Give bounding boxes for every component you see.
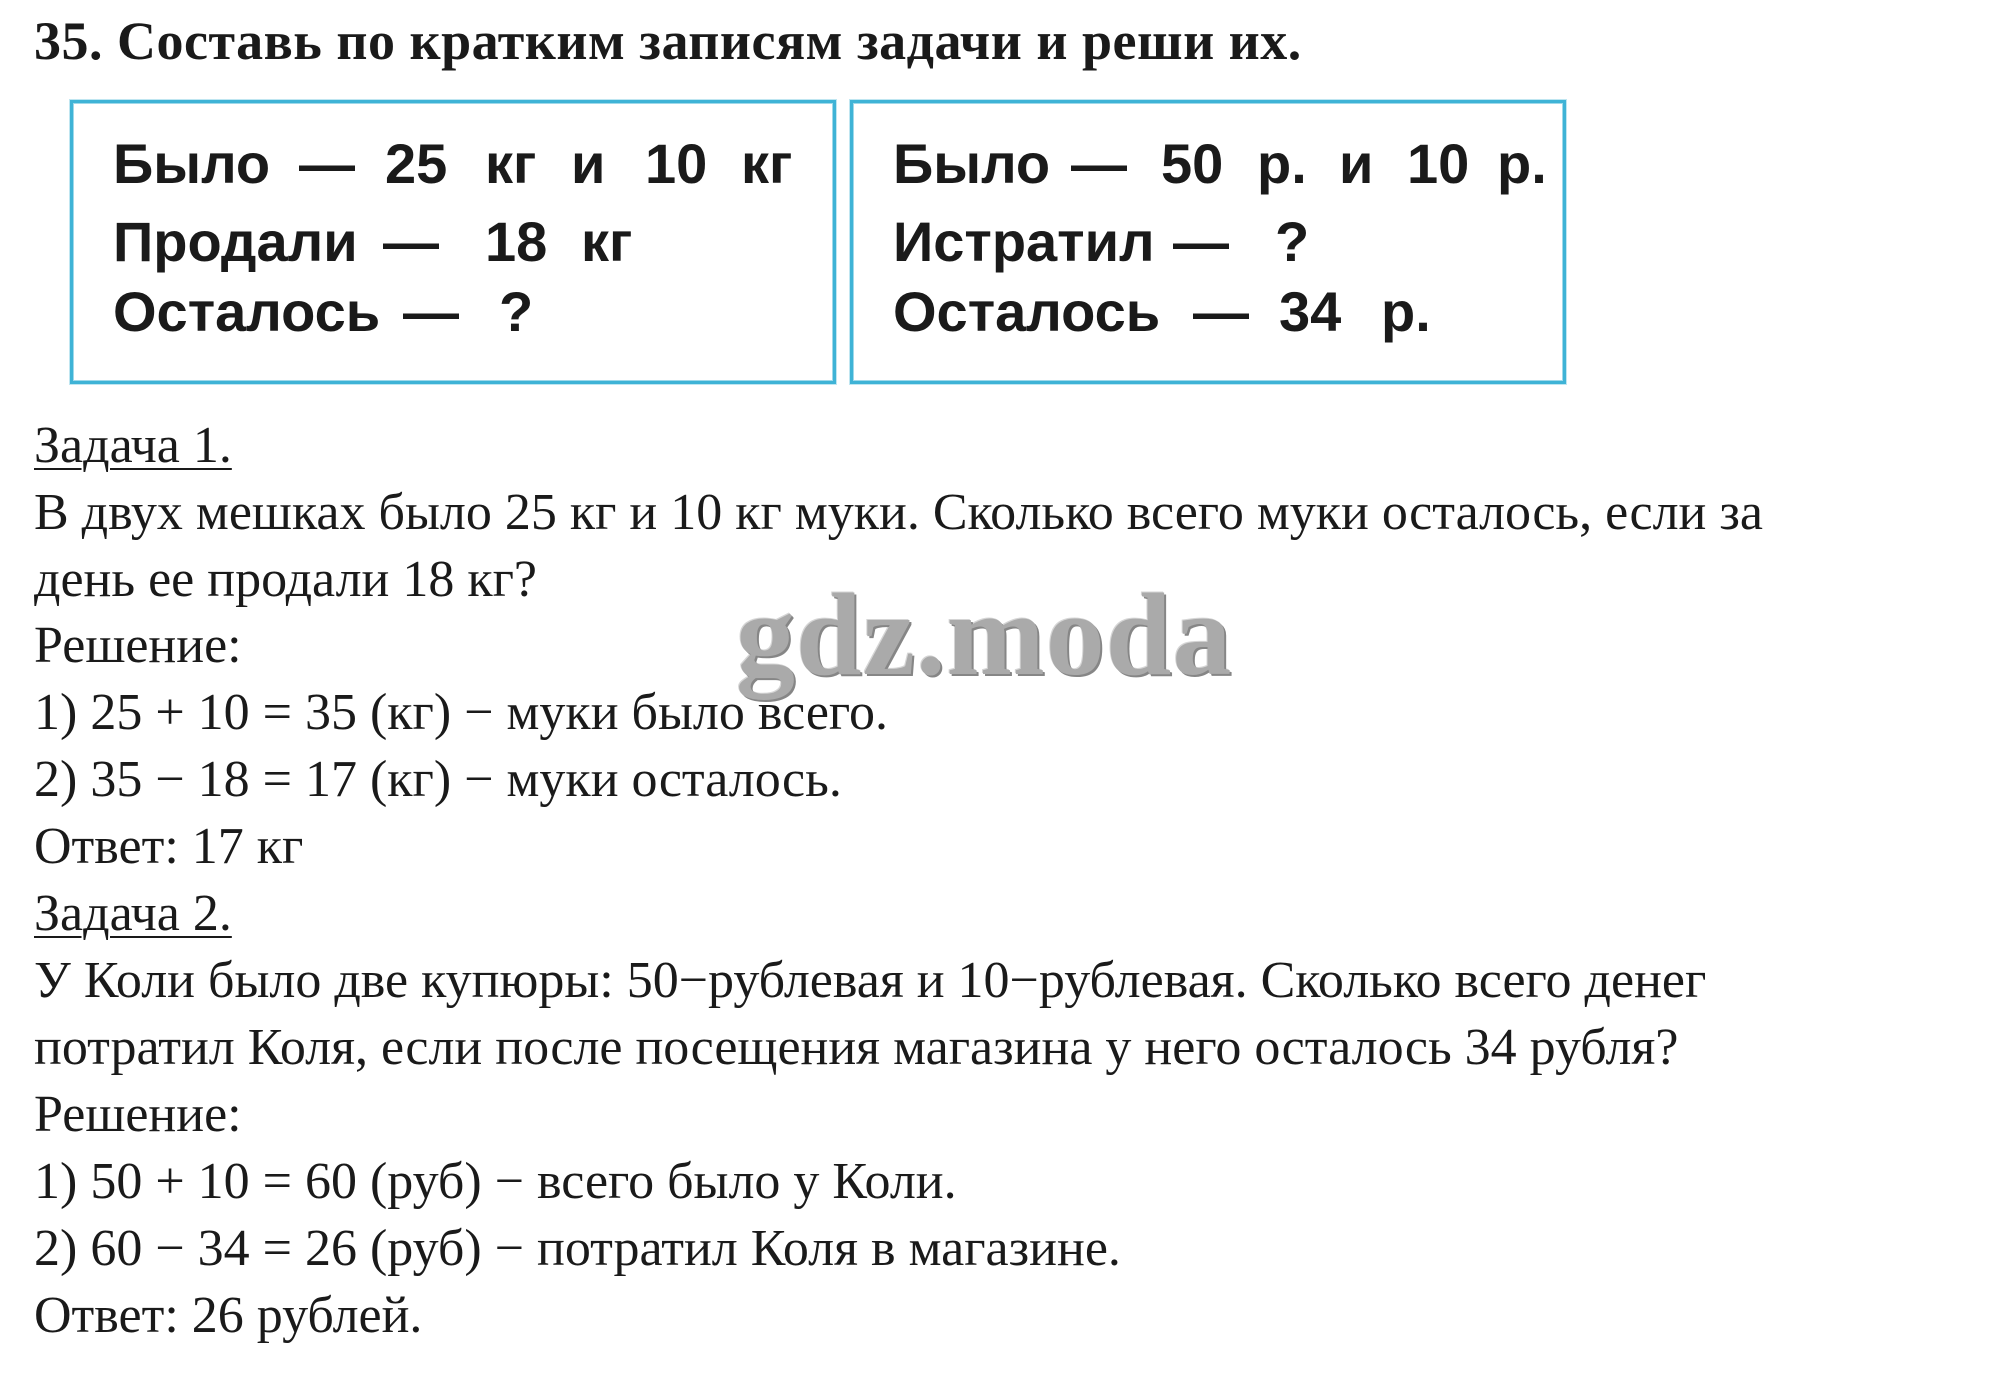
brief-unit: кг <box>485 132 537 195</box>
task1-title: Задача 1. <box>34 417 232 474</box>
brief-dash: — <box>1071 132 1127 195</box>
brief-dash: — <box>1193 280 1249 343</box>
exercise-heading <box>34 10 1302 72</box>
task1-step-1: 1) 25 + 10 = 35 (кг) − муки было всего. <box>34 684 888 741</box>
task1-statement-line-2: день ее продали 18 кг? <box>34 551 538 608</box>
task2-statement-line-1: У Коли было две купюры: 50−рублевая и 10−рублевая. Сколько всего денег <box>34 952 1707 1009</box>
brief-unit: р. <box>1497 132 1547 195</box>
brief-value: 50 <box>1161 132 1224 195</box>
exercise-instruction: Составь по кратким записям задачи и реши их. <box>117 11 1302 71</box>
brief-conjunction: и <box>1339 132 1374 195</box>
brief-label: Продали <box>113 210 358 273</box>
brief-dash: — <box>383 210 439 273</box>
task2-step-1: 1) 50 + 10 = 60 (руб) − всего было у Коли. <box>34 1153 957 1210</box>
brief-unit: кг <box>741 132 793 195</box>
brief-dash: — <box>299 132 355 195</box>
task2-statement-line-2: потратил Коля, если после посещения магазина у него осталось 34 рубля? <box>34 1019 1679 1076</box>
task1-statement-line-1: В двух мешках было 25 кг и 10 кг муки. Сколько всего муки осталось, если за <box>34 484 1763 541</box>
brief-label: Было <box>113 132 271 195</box>
brief-conjunction: и <box>571 132 606 195</box>
task2-title: Задача 2. <box>34 885 232 942</box>
brief-unit: кг <box>581 210 633 273</box>
task1-step-2: 2) 35 − 18 = 17 (кг) − муки осталось. <box>34 751 842 808</box>
brief-unit: р. <box>1381 280 1431 343</box>
task2-step-2: 2) 60 − 34 = 26 (руб) − потратил Коля в магазине. <box>34 1220 1121 1277</box>
task2-answer: Ответ: 26 рублей. <box>34 1287 423 1344</box>
task1-solution-label: Решение: <box>34 617 242 674</box>
brief-value: 10 <box>645 132 708 195</box>
brief-value: 34 <box>1279 280 1342 343</box>
brief-value: ? <box>499 280 534 343</box>
brief-label: Истратил <box>893 210 1155 273</box>
exercise-number: 35. <box>34 11 103 71</box>
brief-label: Осталось <box>113 280 381 343</box>
brief-dash: — <box>403 280 459 343</box>
task2-solution-label: Решение: <box>34 1086 242 1143</box>
brief-dash: — <box>1173 210 1229 273</box>
watermark: gdz.moda <box>736 569 1233 700</box>
task1-answer: Ответ: 17 кг <box>34 818 304 875</box>
brief-unit: р. <box>1257 132 1307 195</box>
brief-value: 18 <box>485 210 548 273</box>
brief-label: Было <box>893 132 1051 195</box>
brief-label: Осталось <box>893 280 1161 343</box>
brief-value: 25 <box>385 132 448 195</box>
brief-value: 10 <box>1407 132 1470 195</box>
brief-value: ? <box>1275 210 1310 273</box>
